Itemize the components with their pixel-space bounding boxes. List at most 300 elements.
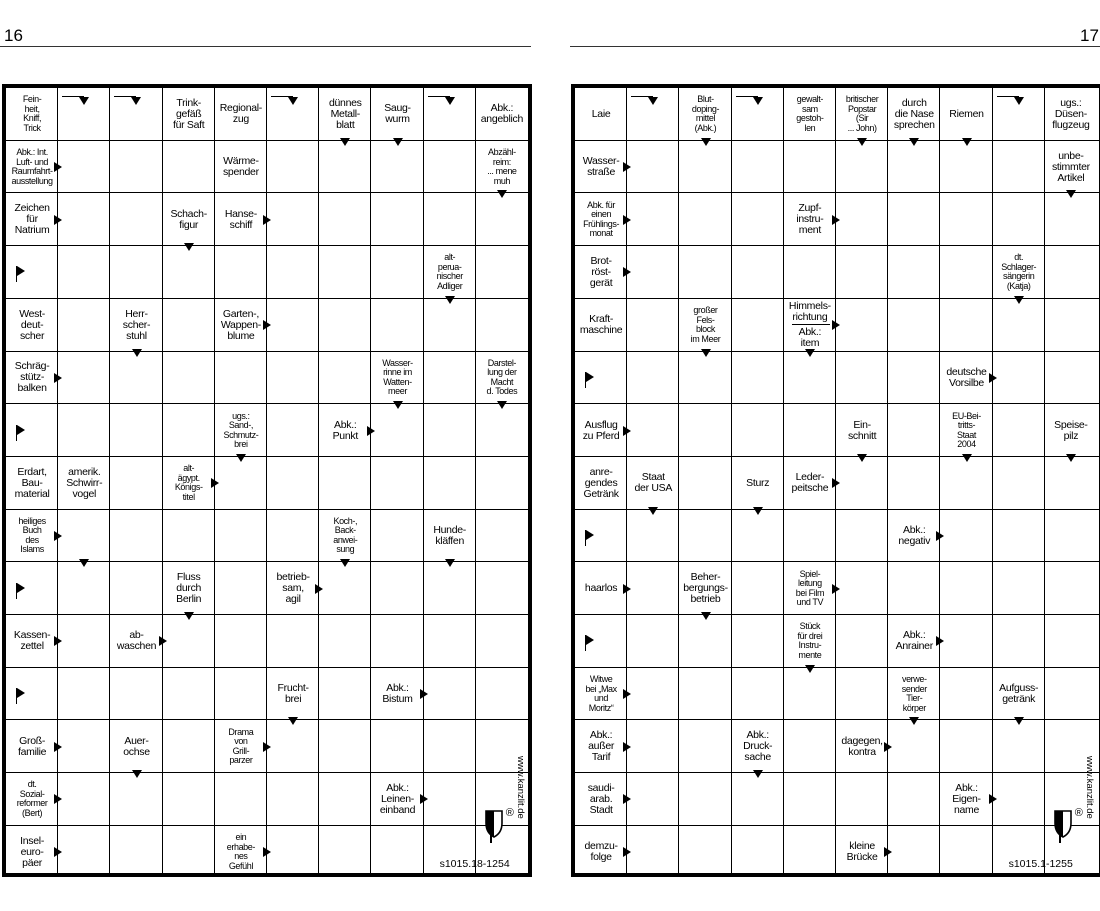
answer-cell[interactable] (424, 299, 474, 350)
answer-cell[interactable] (424, 773, 474, 824)
answer-cell[interactable] (1045, 615, 1095, 666)
flag-tip (586, 635, 594, 645)
answer-cell[interactable] (58, 615, 108, 666)
puzzle-code: s1015.1-1255 (1008, 857, 1073, 870)
answer-cell[interactable] (888, 352, 938, 403)
answer-cell[interactable] (627, 299, 677, 350)
answer-cell[interactable] (732, 352, 782, 403)
answer-cell[interactable] (110, 352, 160, 403)
answer-cell[interactable] (732, 773, 782, 824)
answer-cell[interactable] (267, 510, 317, 561)
arrow-right-icon (159, 636, 167, 646)
answer-cell[interactable] (58, 720, 108, 771)
answer-cell[interactable] (836, 141, 886, 192)
answer-cell[interactable] (993, 615, 1043, 666)
answer-cell[interactable] (424, 404, 474, 455)
answer-cell[interactable] (940, 457, 990, 508)
clue-cell: Abk.: angeblich (480, 102, 524, 126)
answer-cell[interactable] (940, 615, 990, 666)
answer-cell[interactable] (476, 404, 526, 455)
arrow-right-icon (263, 847, 271, 857)
answer-cell[interactable] (215, 510, 265, 561)
arrow-down-icon (445, 559, 455, 567)
clue-cell: Drama von Grill- parzer (228, 726, 254, 766)
answer-cell[interactable] (940, 299, 990, 350)
answer-cell[interactable] (58, 141, 108, 192)
arrow-down-icon (648, 507, 658, 515)
answer-cell[interactable] (110, 826, 160, 877)
answer-cell[interactable] (319, 141, 369, 192)
arrow-right-icon (315, 584, 323, 594)
answer-cell[interactable] (888, 457, 938, 508)
clue-cell: Saug- wurm (384, 102, 411, 126)
answer-cell[interactable] (424, 615, 474, 666)
registered-mark: ® (505, 807, 514, 820)
answer-cell[interactable] (163, 773, 213, 824)
answer-cell[interactable] (993, 773, 1043, 824)
answer-cell[interactable] (267, 404, 317, 455)
arrow-right-icon (420, 794, 428, 804)
arrow-down-icon (1014, 296, 1024, 304)
clue-cell: Leder- peitsche (791, 471, 829, 495)
answer-cell[interactable] (993, 562, 1043, 613)
answer-cell[interactable] (993, 299, 1043, 350)
answer-cell[interactable] (163, 668, 213, 719)
wrap-tip (753, 97, 763, 105)
answer-cell[interactable] (940, 246, 990, 297)
header-rule-right (570, 46, 1100, 47)
clue-cell: Zupf- instru- ment (796, 202, 824, 237)
answer-cell[interactable] (993, 457, 1043, 508)
crossword-grid-left (2, 84, 532, 877)
clue-cell: Koch-, Back- anwei- sung (333, 515, 358, 555)
answer-cell[interactable] (627, 404, 677, 455)
clue-cell: Ausflug zu Pferd (582, 418, 620, 442)
answer-cell[interactable] (940, 562, 990, 613)
answer-cell[interactable] (215, 562, 265, 613)
answer-cell[interactable] (319, 826, 369, 877)
clue-cell: Groß- familie (17, 734, 47, 758)
clue-cell: Schräg- stütz- balken (14, 360, 50, 395)
answer-cell[interactable] (163, 246, 213, 297)
answer-cell[interactable] (888, 562, 938, 613)
answer-cell[interactable] (163, 615, 213, 666)
answer-cell[interactable] (679, 773, 729, 824)
answer-cell[interactable] (1045, 193, 1095, 244)
answer-cell[interactable] (993, 720, 1043, 771)
clue-cell: Abzähl- reim: ... mene muh (487, 147, 517, 186)
answer-cell[interactable] (940, 510, 990, 561)
answer-cell[interactable] (319, 615, 369, 666)
answer-cell[interactable] (215, 668, 265, 719)
answer-cell[interactable] (993, 404, 1043, 455)
answer-cell[interactable] (627, 141, 677, 192)
answer-cell[interactable] (1045, 299, 1095, 350)
answer-cell[interactable] (58, 826, 108, 877)
answer-cell[interactable] (58, 562, 108, 613)
answer-cell[interactable] (6, 246, 56, 297)
answer-cell[interactable] (58, 404, 108, 455)
answer-cell[interactable] (627, 246, 677, 297)
answer-cell[interactable] (424, 352, 474, 403)
answer-cell[interactable] (784, 246, 834, 297)
answer-cell[interactable] (679, 668, 729, 719)
answer-cell[interactable] (679, 720, 729, 771)
answer-cell[interactable] (110, 193, 160, 244)
answer-cell[interactable] (110, 404, 160, 455)
answer-cell[interactable] (371, 141, 421, 192)
answer-cell[interactable] (836, 562, 886, 613)
answer-cell[interactable] (627, 615, 677, 666)
answer-cell[interactable] (679, 826, 729, 877)
answer-cell[interactable] (836, 615, 886, 666)
answer-cell[interactable] (267, 246, 317, 297)
answer-cell[interactable] (371, 404, 421, 455)
clue-cell: Abk.: Leinen- einband (379, 781, 416, 816)
answer-cell[interactable] (6, 404, 56, 455)
answer-cell[interactable] (267, 457, 317, 508)
answer-cell[interactable] (163, 404, 213, 455)
answer-cell[interactable] (784, 668, 834, 719)
answer-cell[interactable] (215, 615, 265, 666)
arrow-down-icon (1066, 454, 1076, 462)
arrow-down-icon (805, 349, 815, 357)
answer-cell[interactable] (215, 457, 265, 508)
answer-cell[interactable] (215, 773, 265, 824)
answer-cell[interactable] (784, 352, 834, 403)
answer-cell[interactable] (627, 193, 677, 244)
answer-cell[interactable] (784, 720, 834, 771)
clue-cell: Darstel- lung der Macht d. Todes (486, 357, 518, 397)
clue-cell: dünnes Metall- blatt (328, 96, 362, 131)
answer-cell[interactable] (267, 193, 317, 244)
answer-cell[interactable] (319, 457, 369, 508)
arrow-down-icon (1014, 717, 1024, 725)
answer-cell[interactable] (993, 193, 1043, 244)
answer-cell[interactable] (476, 668, 526, 719)
answer-cell[interactable] (319, 352, 369, 403)
clue-cell: anre- gendes Getränk (583, 465, 619, 500)
answer-cell[interactable] (940, 193, 990, 244)
answer-cell[interactable] (836, 773, 886, 824)
answer-cell[interactable] (679, 193, 729, 244)
answer-cell[interactable] (627, 510, 677, 561)
answer-cell[interactable] (1045, 457, 1095, 508)
answer-cell[interactable] (627, 720, 677, 771)
answer-cell[interactable] (888, 193, 938, 244)
answer-cell[interactable] (627, 562, 677, 613)
answer-cell[interactable] (940, 141, 990, 192)
answer-cell[interactable] (1045, 668, 1095, 719)
clue-cell: heiliges Buch des Islams (18, 515, 46, 555)
answer-cell[interactable] (163, 826, 213, 877)
arrow-right-icon (263, 742, 271, 752)
clue-cell: Hanse- schiff (224, 207, 257, 231)
arrow-right-icon (623, 847, 631, 857)
answer-cell[interactable] (679, 510, 729, 561)
arrow-down-icon (909, 717, 919, 725)
answer-cell[interactable] (627, 352, 677, 403)
arrow-down-icon (340, 559, 350, 567)
answer-cell[interactable] (784, 826, 834, 877)
answer-cell[interactable] (1045, 246, 1095, 297)
clue-cell: alt- ägypt. Königs- titel (174, 463, 203, 502)
answer-cell[interactable] (888, 773, 938, 824)
answer-cell[interactable] (215, 352, 265, 403)
answer-cell[interactable] (163, 299, 213, 350)
clue-cell: britischer Popstar (Sir ... John) (845, 94, 879, 133)
clue-cell: Sturz (746, 476, 770, 489)
answer-cell[interactable] (371, 457, 421, 508)
arrow-down-icon (805, 665, 815, 673)
clue-cell: Abk.: Eigen- name (952, 781, 981, 816)
answer-cell[interactable] (6, 562, 56, 613)
answer-cell[interactable] (110, 246, 160, 297)
answer-cell[interactable] (732, 562, 782, 613)
answer-cell[interactable] (732, 193, 782, 244)
answer-cell[interactable] (163, 141, 213, 192)
answer-cell[interactable] (110, 773, 160, 824)
answer-cell[interactable] (267, 141, 317, 192)
answer-cell[interactable] (58, 668, 108, 719)
answer-cell[interactable] (732, 141, 782, 192)
arrow-down-icon (962, 138, 972, 146)
answer-cell[interactable] (627, 826, 677, 877)
clue-cell: West- deut- scher (19, 307, 45, 342)
answer-cell[interactable] (575, 352, 625, 403)
answer-cell[interactable] (993, 352, 1043, 403)
registered-mark: ® (1074, 807, 1083, 820)
answer-cell[interactable] (836, 246, 886, 297)
arrow-down-icon (184, 612, 194, 620)
answer-cell[interactable] (476, 299, 526, 350)
clue-cell: Auer- ochse (123, 734, 150, 758)
answer-cell[interactable] (732, 615, 782, 666)
clue-cell: Staat der USA (634, 471, 673, 495)
flag-tip (17, 688, 25, 698)
answer-cell[interactable] (163, 720, 213, 771)
arrow-right-icon (884, 847, 892, 857)
wrap-tip (648, 97, 658, 105)
answer-cell[interactable] (836, 457, 886, 508)
clue-cell: alt- perua- nischer Adliger (436, 252, 463, 291)
answer-cell[interactable] (627, 668, 677, 719)
answer-cell[interactable] (679, 404, 729, 455)
arrow-down-icon (393, 401, 403, 409)
answer-cell[interactable] (476, 615, 526, 666)
answer-cell[interactable] (319, 299, 369, 350)
answer-cell[interactable] (575, 510, 625, 561)
arrow-down-icon (236, 454, 246, 462)
answer-cell[interactable] (6, 668, 56, 719)
answer-cell[interactable] (267, 826, 317, 877)
clue-divider (792, 324, 830, 325)
clue-cell: Abk. für einen Frühlings- monat (583, 199, 620, 239)
answer-cell[interactable] (732, 826, 782, 877)
header-rule-left (0, 46, 531, 47)
arrow-right-icon (54, 215, 62, 225)
clue-cell: dt. Schlager- sängerin (Katja) (1001, 252, 1037, 291)
arrow-down-icon (132, 770, 142, 778)
answer-cell[interactable] (267, 299, 317, 350)
clue-cell: großer Fels- block im Meer (690, 305, 721, 344)
answer-cell[interactable] (110, 668, 160, 719)
answer-cell[interactable] (1045, 352, 1095, 403)
answer-cell[interactable] (836, 510, 886, 561)
clue-cell: Zeichen für Natrium (14, 202, 50, 237)
clue-cell: Fluss durch Berlin (176, 571, 202, 606)
answer-cell[interactable] (424, 141, 474, 192)
answer-cell[interactable] (476, 246, 526, 297)
answer-cell[interactable] (679, 615, 729, 666)
answer-cell[interactable] (732, 404, 782, 455)
answer-cell[interactable] (732, 299, 782, 350)
answer-cell[interactable] (1045, 562, 1095, 613)
answer-cell[interactable] (888, 826, 938, 877)
clue-cell: Laie (591, 107, 611, 120)
answer-cell[interactable] (163, 352, 213, 403)
arrow-right-icon (367, 426, 375, 436)
answer-cell[interactable] (371, 299, 421, 350)
answer-cell[interactable] (476, 457, 526, 508)
answer-cell[interactable] (476, 562, 526, 613)
answer-cell[interactable] (888, 299, 938, 350)
answer-cell[interactable] (371, 193, 421, 244)
clue-cell: saudi- arab. Stadt (587, 781, 615, 816)
clue-cell: Kassen- zettel (13, 629, 51, 653)
answer-cell[interactable] (940, 668, 990, 719)
answer-cell[interactable] (784, 510, 834, 561)
answer-cell[interactable] (784, 141, 834, 192)
arrow-down-icon (962, 454, 972, 462)
wrap-tip (79, 97, 89, 105)
answer-cell[interactable] (319, 193, 369, 244)
arrow-down-icon (1066, 190, 1076, 198)
answer-cell[interactable] (679, 457, 729, 508)
answer-cell[interactable] (732, 668, 782, 719)
clue-cell: Hunde- kläffen (433, 523, 466, 547)
answer-cell[interactable] (58, 299, 108, 350)
answer-cell[interactable] (267, 352, 317, 403)
answer-cell[interactable] (476, 510, 526, 561)
answer-cell[interactable] (110, 562, 160, 613)
clue-cell: Abk.: negativ (898, 523, 931, 547)
answer-cell[interactable] (888, 246, 938, 297)
answer-cell[interactable] (371, 562, 421, 613)
answer-cell[interactable] (319, 562, 369, 613)
answer-cell[interactable] (163, 510, 213, 561)
answer-cell[interactable] (940, 826, 990, 877)
arrow-right-icon (263, 320, 271, 330)
clue-cell: Abk.: Bistum (382, 682, 413, 706)
page-number-left: 16 (4, 26, 23, 45)
answer-cell[interactable] (836, 668, 886, 719)
arrow-right-icon (832, 215, 840, 225)
arrow-right-icon (936, 636, 944, 646)
answer-cell[interactable] (58, 352, 108, 403)
arrow-right-icon (54, 847, 62, 857)
answer-cell[interactable] (476, 193, 526, 244)
clue-cell: ugs.: Sand-, Schmutz- brei (223, 410, 259, 450)
answer-cell[interactable] (267, 615, 317, 666)
answer-cell[interactable] (371, 826, 421, 877)
answer-cell[interactable] (836, 299, 886, 350)
answer-cell[interactable] (58, 246, 108, 297)
answer-cell[interactable] (679, 246, 729, 297)
answer-cell[interactable] (888, 404, 938, 455)
arrow-right-icon (54, 794, 62, 804)
answer-cell[interactable] (267, 720, 317, 771)
answer-cell[interactable] (888, 720, 938, 771)
clue-cell: Witwe bei „Max und Moritz“ (585, 674, 617, 713)
answer-cell[interactable] (424, 562, 474, 613)
clue-cell: Fein- heit, Kniff, Trick (22, 94, 42, 133)
answer-cell[interactable] (319, 720, 369, 771)
answer-cell[interactable] (993, 510, 1043, 561)
answer-cell[interactable] (679, 352, 729, 403)
answer-cell[interactable] (110, 457, 160, 508)
answer-cell[interactable] (58, 193, 108, 244)
answer-cell[interactable] (784, 404, 834, 455)
answer-cell[interactable] (371, 720, 421, 771)
arrow-down-icon (497, 190, 507, 198)
answer-cell[interactable] (110, 510, 160, 561)
clue-cell: Stück für drei Instru- mente (797, 621, 823, 660)
answer-cell[interactable] (993, 141, 1043, 192)
flag-tip (586, 530, 594, 540)
answer-cell[interactable] (1045, 510, 1095, 561)
clue-cell: unbe- stimmter Artikel (1051, 149, 1090, 184)
arrow-down-icon (857, 138, 867, 146)
answer-cell[interactable] (575, 615, 625, 666)
answer-cell[interactable] (319, 668, 369, 719)
answer-cell[interactable] (732, 246, 782, 297)
answer-cell[interactable] (627, 773, 677, 824)
answer-cell[interactable] (371, 615, 421, 666)
wrap-tip (131, 97, 141, 105)
answer-cell[interactable] (424, 720, 474, 771)
answer-cell[interactable] (58, 773, 108, 824)
answer-cell[interactable] (836, 193, 886, 244)
answer-cell[interactable] (215, 246, 265, 297)
arrow-right-icon (211, 478, 219, 488)
arrow-right-icon (263, 215, 271, 225)
answer-cell[interactable] (940, 720, 990, 771)
clue-cell: ab- waschen (116, 629, 157, 653)
answer-cell[interactable] (732, 510, 782, 561)
answer-cell[interactable] (424, 193, 474, 244)
answer-cell[interactable] (110, 141, 160, 192)
answer-cell[interactable] (679, 141, 729, 192)
answer-cell[interactable] (319, 773, 369, 824)
answer-cell[interactable] (424, 668, 474, 719)
flag-tip (17, 266, 25, 276)
clue-cell: Abk.: außer Tarif (588, 729, 615, 764)
answer-cell[interactable] (267, 773, 317, 824)
clue-cell: Regional- zug (219, 102, 263, 126)
arrow-right-icon (884, 742, 892, 752)
answer-cell[interactable] (424, 457, 474, 508)
clue-cell: verwe- sender Tier- körper (901, 674, 927, 713)
answer-cell[interactable] (888, 141, 938, 192)
answer-cell[interactable] (319, 246, 369, 297)
arrow-right-icon (989, 794, 997, 804)
answer-cell[interactable] (784, 773, 834, 824)
answer-cell[interactable] (371, 510, 421, 561)
answer-cell[interactable] (371, 246, 421, 297)
answer-cell[interactable] (58, 510, 108, 561)
answer-cell[interactable] (836, 352, 886, 403)
